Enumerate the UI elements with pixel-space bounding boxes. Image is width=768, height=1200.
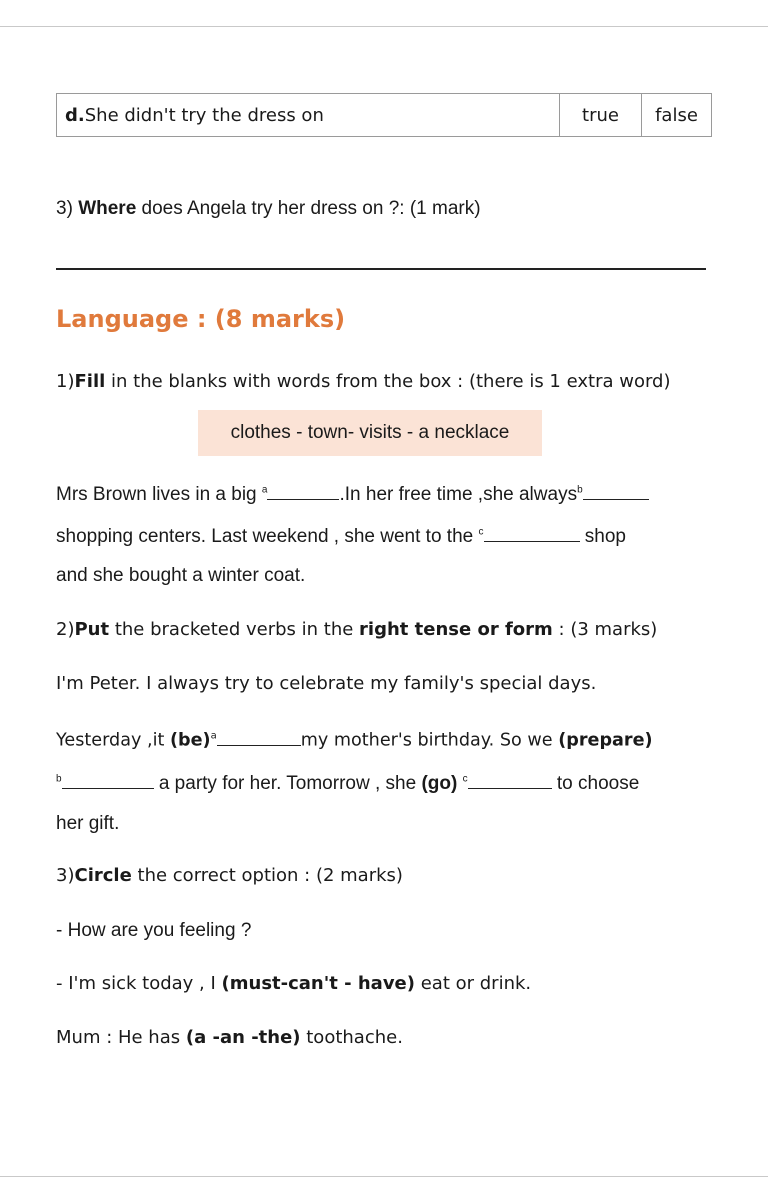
blank-a[interactable]: [267, 480, 339, 500]
false-option[interactable]: false: [655, 104, 698, 126]
put-line-2: [56, 727, 653, 751]
blank-marker: c: [478, 526, 484, 538]
circle-line-3: [56, 1027, 403, 1048]
fill-instruction: [56, 371, 671, 392]
text: shop: [579, 526, 626, 547]
put-line-1: I'm Peter. I always try to celebrate my family's special days.: [56, 673, 597, 694]
instruction-number: 1): [56, 371, 75, 392]
true-false-table: [56, 93, 712, 137]
text: Mrs Brown lives in a big: [56, 484, 262, 505]
question-text: does Angela try her dress on ?: (1 mark): [136, 198, 481, 219]
put-line-3: [56, 769, 639, 795]
text: my mother's birthday. So we: [300, 730, 559, 751]
circle-instruction: [56, 865, 403, 886]
instruction-keyword: right tense or form: [359, 619, 553, 640]
verb: (prepare): [558, 730, 653, 751]
instruction-keyword: Put: [74, 619, 110, 640]
fill-line-1: [56, 480, 649, 506]
answer-line[interactable]: [56, 268, 706, 270]
fill-line-3: and she bought a winter coat.: [56, 565, 306, 586]
instruction-text: in the blanks with words from the box : (there is 1 extra word): [105, 371, 671, 392]
blank-marker: b: [56, 773, 62, 785]
instruction-text: the correct option : (2 marks): [131, 865, 403, 886]
text: to choose: [551, 773, 640, 794]
blank-marker: b: [577, 484, 583, 496]
instruction-text: the bracketed verbs in the: [109, 619, 360, 640]
blank-b[interactable]: [62, 769, 154, 789]
circle-line-1: - How are you feeling ?: [56, 920, 252, 941]
blank-marker: a: [261, 484, 268, 496]
text: - I'm sick today , I: [56, 973, 222, 994]
blank-b[interactable]: [583, 480, 649, 500]
put-line-4: her gift.: [56, 813, 120, 834]
instruction-keyword: Fill: [74, 371, 106, 392]
text: Yesterday ,it: [56, 730, 170, 751]
option-group[interactable]: (must-can't - have): [221, 973, 415, 994]
blank-c[interactable]: [468, 769, 552, 789]
blank-marker: c: [462, 773, 468, 785]
blank-a[interactable]: [217, 727, 301, 746]
text: .In her free time ,she always: [339, 484, 578, 505]
instruction-number: 3): [56, 865, 75, 886]
text: shopping centers. Last weekend , she went to the: [56, 526, 479, 547]
text: toothache.: [300, 1027, 403, 1048]
circle-line-2: [56, 973, 531, 994]
verb: (be): [169, 730, 211, 751]
question-3-where: [56, 198, 481, 220]
question-keyword: Where: [78, 198, 137, 219]
fill-line-2: [56, 522, 626, 548]
statement-letter: d.: [65, 104, 85, 126]
blank-c[interactable]: [484, 522, 580, 542]
verb: (go): [421, 773, 458, 794]
question-number: 3): [56, 198, 79, 219]
page-bottom-divider: [0, 1176, 768, 1177]
put-instruction: [56, 619, 657, 640]
word-box: clothes - town- visits - a necklace: [198, 410, 542, 456]
instruction-keyword: Circle: [74, 865, 132, 886]
option-group[interactable]: (a -an -the): [185, 1027, 301, 1048]
instruction-number: 2): [56, 619, 75, 640]
language-heading: Language : (8 marks): [56, 305, 346, 333]
true-option[interactable]: true: [560, 94, 642, 136]
statement-cell: [57, 94, 560, 136]
text: Mum : He has: [56, 1027, 186, 1048]
statement-text: She didn't try the dress on: [84, 104, 324, 126]
text: a party for her. Tomorrow , she: [153, 773, 422, 794]
page-top-divider: [0, 26, 768, 27]
instruction-text: : (3 marks): [552, 619, 658, 640]
blank-marker: a: [210, 730, 217, 742]
text: eat or drink.: [415, 973, 532, 994]
